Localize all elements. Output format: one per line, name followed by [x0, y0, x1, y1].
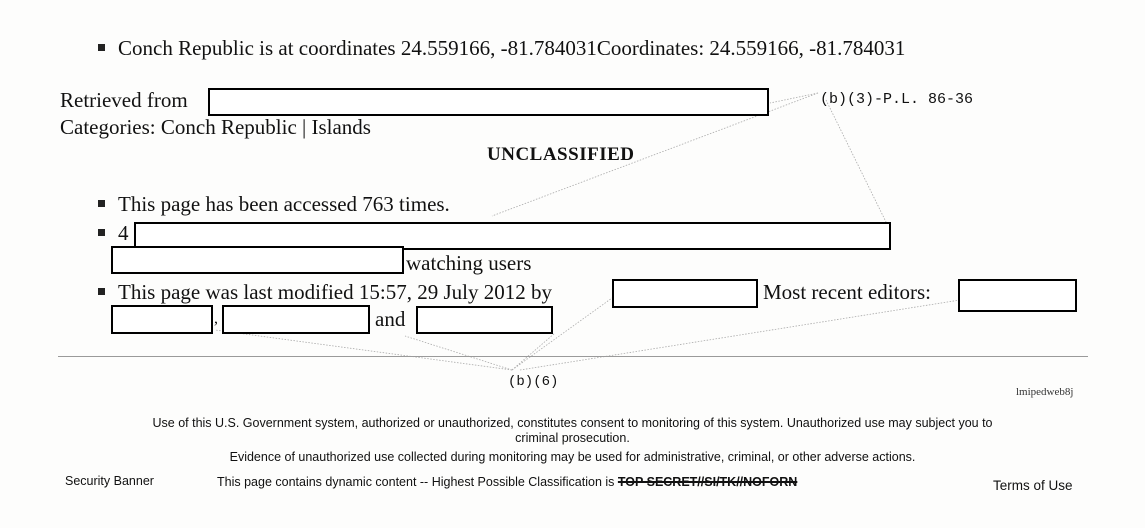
reference-line	[520, 300, 960, 370]
watchers-suffix: watching users	[406, 251, 532, 275]
server-id: lmipedweb8j	[1016, 386, 1074, 398]
dynamic-content-text: This page contains dynamic content -- Highest Possible Classification is	[217, 475, 615, 489]
bullet-icon	[98, 200, 105, 207]
highest-classification: TOP SECRET//SI/TK//NOFORN	[617, 475, 798, 489]
watchers-prefix: 4	[118, 221, 129, 245]
categories-text[interactable]: Categories: Conch Republic | Islands	[60, 115, 371, 139]
redacted-editor-4	[416, 306, 553, 334]
exemption-label-b3: (b)(3)-P.L. 86-36	[820, 91, 974, 108]
redacted-editor-2	[111, 305, 213, 334]
exemption-label-b6: (b)(6)	[508, 374, 559, 390]
redacted-editor-1	[958, 279, 1077, 312]
bullet-icon	[98, 44, 105, 51]
stat-accessed	[98, 192, 450, 216]
bullet-icon	[98, 229, 105, 236]
footer-divider	[58, 356, 1088, 357]
security-banner-link[interactable]: Security Banner	[65, 474, 154, 488]
last-modified-text: This page was last modified 15:57, 29 July 2012 by	[118, 280, 552, 304]
coordinates-item	[98, 36, 905, 60]
coordinates-text: Conch Republic is at coordinates 24.559166, -81.784031Coordinates: 24.559166, -81.784031	[118, 36, 906, 60]
recent-editors-label: Most recent editors:	[763, 280, 931, 304]
terms-of-use-link[interactable]: Terms of Use	[993, 478, 1073, 493]
stat-last-modified	[98, 280, 552, 304]
editor-separator: ,	[214, 310, 218, 327]
classification-banner: UNCLASSIFIED	[487, 144, 635, 165]
reference-line	[215, 330, 512, 370]
redacted-editor-3	[222, 305, 370, 334]
reference-line	[512, 333, 555, 370]
reference-line	[770, 93, 818, 103]
reference-line	[826, 100, 887, 224]
accessed-text: This page has been accessed 763 times.	[118, 192, 450, 216]
monitoring-warning-1: Use of this U.S. Government system, authorized or unauthorized, constitutes consent to monitoring of this system. Unauthorized use may subject you to	[152, 416, 993, 430]
retrieved-from-label: Retrieved from	[60, 88, 188, 112]
monitoring-warning-3: Evidence of unauthorized use collected during monitoring may be used for administrative, criminal, or other adverse actions.	[229, 450, 916, 464]
reference-line	[405, 336, 512, 370]
dynamic-content-notice	[217, 475, 797, 490]
editor-and: and	[375, 307, 406, 331]
monitoring-warning-2: criminal prosecution.	[515, 431, 630, 445]
redacted-url	[208, 88, 769, 116]
categories-line[interactable]	[60, 115, 371, 139]
redacted-watchers-2	[111, 246, 404, 274]
stat-watchers	[98, 221, 129, 245]
bullet-icon	[98, 288, 105, 295]
redacted-modifier	[612, 279, 758, 308]
